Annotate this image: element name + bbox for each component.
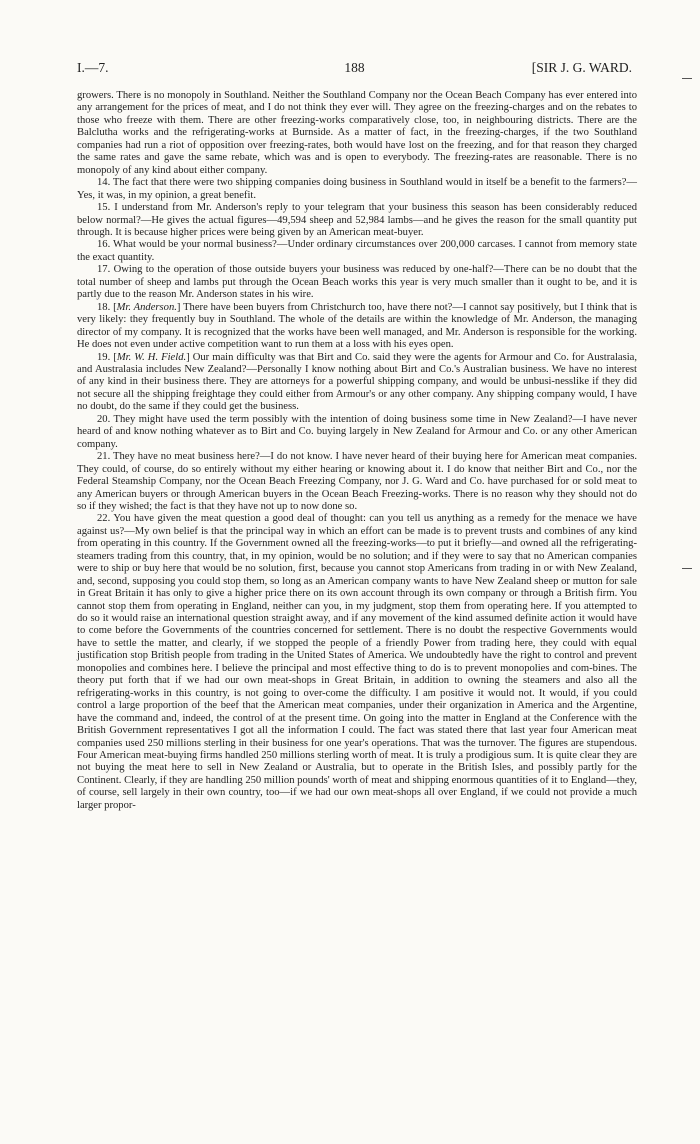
paragraph-q16: 16. What would be your normal business?—Under ordinary circumstances over 200,000 carcases. I cannot from memory state the exact quantity. — [77, 239, 637, 263]
document-reference: I.—7. — [77, 60, 109, 75]
speaker-name: Mr. Anderson. — [116, 301, 177, 313]
paragraph-q22: 22. You have given the meat question a good deal of thought: can you tell us anything as a remedy for the menace we have against us?—My own belief is that the principal way in which an effort can be made is to prevent trusts and combines of any kind from operating in this country. If the Government owned all the freezing-works—to put it briefly—and owned all the refrigerating-steamers trading from this country, that, in my opinion, would be no solution; and if they were to say that no American companies were to ship or buy here that would be no solution, first, because you cannot stop Americans from trading in or with New Zealand, and, second, supposing you could stop them, so long as an American company wants to have New Zealand sheep or mutton for sale in Great Britain it has only to give a higher price there on its own account through its own company or through a British firm. You cannot stop them from operating in England, neither can you, in my judgment, stop them from operating here. If you attempted to do so it would raise an international question straight away, and if any movement of the kind assumed definite action it would have to come before the Governments of the countries concerned for settlement. There is no doubt the respective Governments would have to settle the matter, and clearly, if we stopped the people of a friendly Power from trading here, they could with equal justification stop British people from trading in the United States of America. We undoubtedly have the right to control and prevent monopolies and combines here. I believe the principal and most effective thing to do is to prevent monopolies and com-bines. The theory put forth that if we had our own meat-shops in Great Britain, in addition to owning the steamers and also all the refrigerating-works in this country, is not going to over-come the difficulty. I am positive it would not. It would, if you could control a large proportion of the beef that the American meat companies, under their organization in America and the Argentine, have the command and, indeed, the control of at the present time. On going into the matter in England at the Conference with the British Government representatives I got all the information I could. The fact was stated there that last year four American meat companies used 250 millions sterling in their business for one year's operations. That was the turnover. The figures are stupendous. Four American meat-buying firms handled 250 millions sterling worth of meat. It is truly a prodigious sum. It is quite clear they are not buying the meat here to sell in New Zealand or Australia, but to operate in the British Isles, and possibly partly for the Continent. Clearly, if they are handling 250 million pounds' worth of meat and shipping enormous quantities of it to England—they, of course, sell largely in their own country, too—if we had our own meat-shops all over England, if we could not provide a much larger propor- — [77, 513, 637, 811]
page-body — [77, 90, 637, 812]
paragraph-q18: 18. [Mr. Anderson.] There have been buyers from Christchurch too, have there not?—I cannot say positively, but I think that is very likely: they frequently buy in Southland. The whole of the details are within the knowledge of Mr. Anderson, the managing director of my company. It is recognized that the works have been well managed, and Mr. Anderson is responsible for the working. He does not even under active competition want to run them at a loss with his eyes open. — [77, 301, 637, 351]
page-number: 188 — [344, 60, 365, 75]
margin-mark — [682, 568, 692, 569]
paragraph-continuation: growers. There is no monopoly in Southland. Neither the Southland Company nor the Ocean Beach Company has ever entered into any arrangement for the prices of meat, and I do not think they ever will. They agree on the freezing-charges and on the rebates to those who freeze with them. There are other freezing-works comparatively close, too, in neighbouring districts. There are the Balclutha works and the refrigerating-works at Burnside. As a matter of fact, in the freezing-charges, if the two Southland companies had run a riot of opposition over freezing-rates, both would have lost on the freezing, and for that reason they charged the same rates and gave the same rebate, which was and is open to everybody. The freezing-rates are reasonable. There is no monopoly of any kind about either company. — [77, 90, 637, 176]
page-header — [77, 60, 632, 76]
paragraph-q15: 15. I understand from Mr. Anderson's reply to your telegram that your business this season has been considerably reduced below normal?—He gives the actual figures—49,594 sheep and 52,984 lambs—and he gives the reason for the small quantity put through. It is because higher prices were being given by an American meat-buyer. — [77, 202, 637, 238]
paragraph-q17: 17. Owing to the operation of those outside buyers your business was reduced by one-half?—There can be no doubt that the total number of sheep and lambs put through the Ocean Beach works this year is very much smaller than it ought to be, and it is partly due to the reason Mr. Anderson states in his wire. — [77, 264, 637, 301]
paragraph-q14: 14. The fact that there were two shipping companies doing business in Southland would in itself be a benefit to the farmers?—Yes, it was, in my opinion, a great benefit. — [77, 177, 637, 201]
paragraph-q20: 20. They might have used the term possibly with the intention of doing business some time in New Zealand?—I have never heard of and know nothing whatever as to Birt and Co. buying largely in New Zealand for Armour and Co. or any other American company. — [77, 413, 637, 450]
speaker-name: Mr. W. H. Field. — [116, 351, 187, 363]
paragraph-q21: 21. They have no meat business here?—I do not know. I have never heard of their buying here for American meat companies. They could, of course, do so entirely without my either hearing or knowing about it. I do know that neither Birt and Co., nor the Federal Steamship Company, nor the Ocean Beach Freezing Company, nor J. G. Ward and Co. have purchased for or sold meat to any American buyers or through American buyers in the Ocean Beach Freezing-works. There is no reason why they should not do so if they wished; the fact is that they have not up to now done so. — [77, 451, 637, 512]
speaker-heading: [SIR J. G. WARD. — [531, 60, 632, 75]
paragraph-q19: 19. [Mr. W. H. Field.] Our main difficulty was that Birt and Co. said they were the agents for Armour and Co. for Australasia, and Australasia includes New Zealand?—Personally I know nothing about Birt and Co.'s Australian business. We have no interest of any kind in their business there. They are attorneys for a powerful shipping company, and would be unbusi-nesslike if they did not secure all the shipping freightage they could either from Armour's or any other company. Any shipping company would, I have no doubt, do the same if they could get the business. — [77, 351, 638, 413]
margin-mark — [682, 78, 692, 79]
